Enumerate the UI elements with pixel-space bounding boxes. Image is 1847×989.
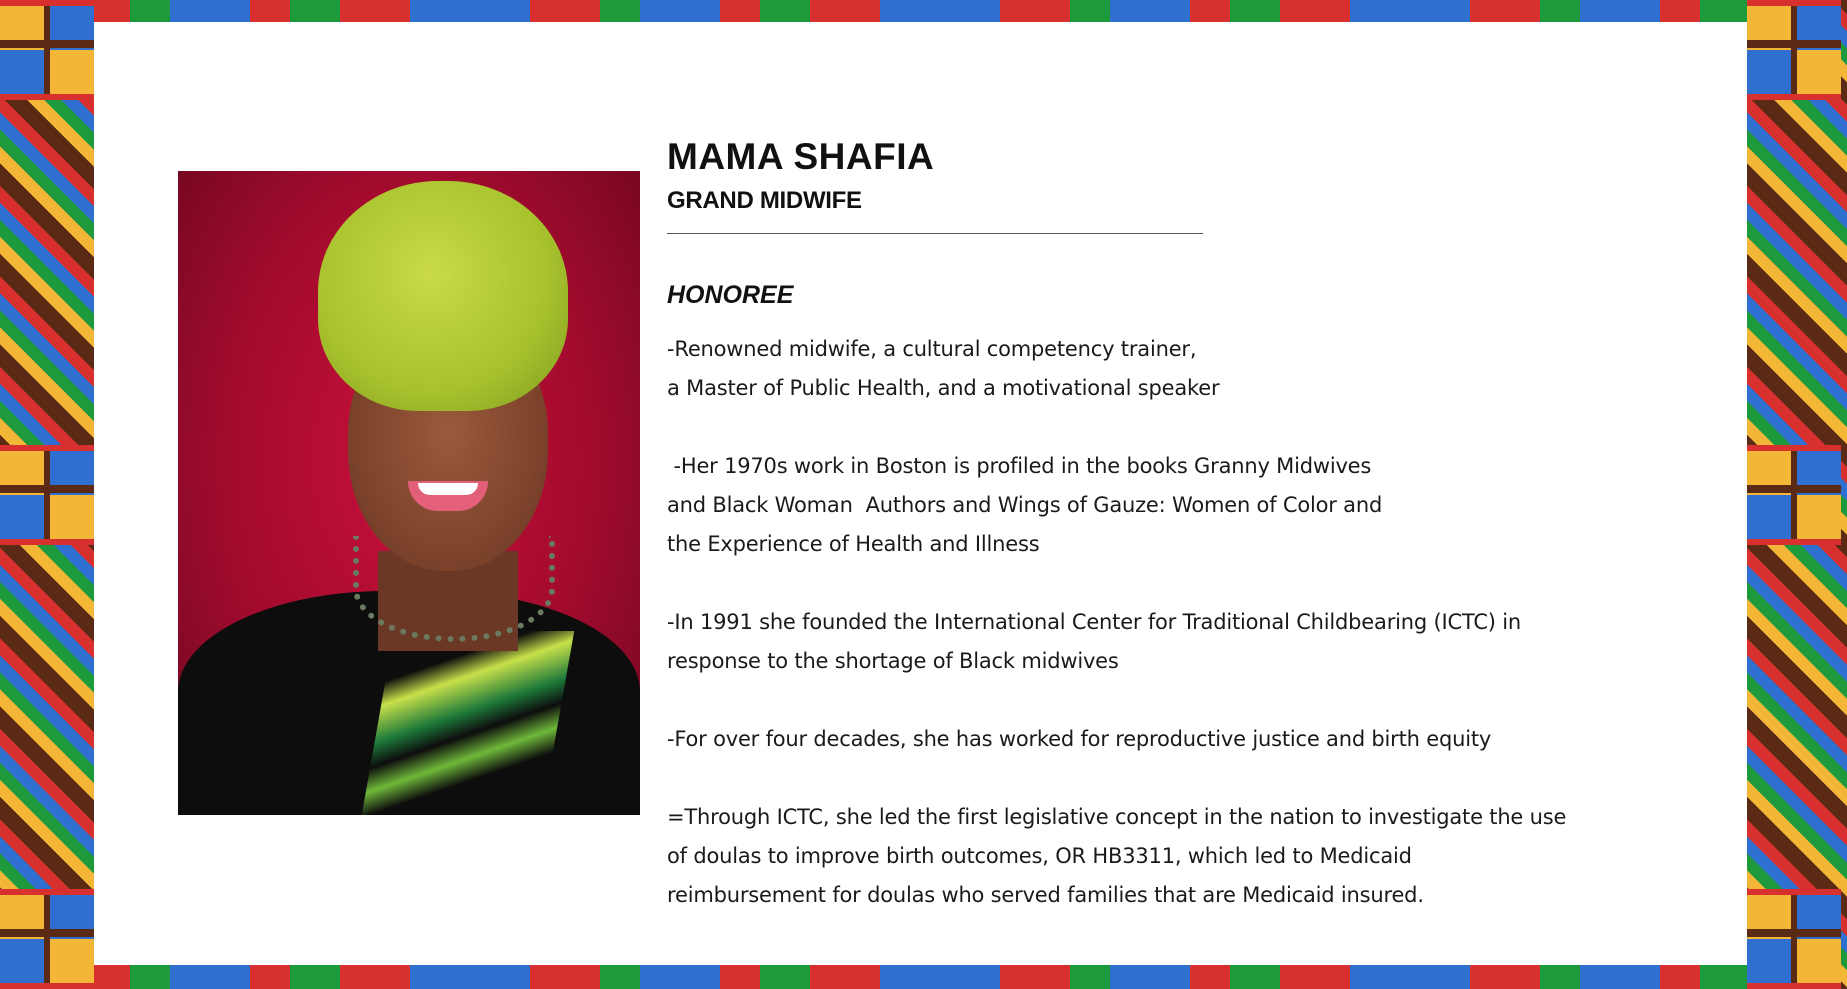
kente-corner-tile bbox=[1747, 0, 1841, 100]
profile-text bbox=[667, 135, 1707, 915]
kente-border-right bbox=[1747, 0, 1847, 989]
honoree-name: MAMA SHAFIA bbox=[667, 136, 935, 177]
kente-corner-tile bbox=[0, 0, 94, 100]
bio bbox=[667, 330, 1707, 915]
bio-paragraph bbox=[667, 603, 1707, 681]
bio-line: of doulas to improve birth outcomes, OR HB3311, which led to Medicaid bbox=[667, 844, 1412, 868]
bio-line: and Black Woman Authors and Wings of Gauze: Women of Color and bbox=[667, 493, 1383, 517]
bio-line: =Through ICTC, she led the first legislative concept in the nation to investigate the use bbox=[667, 805, 1567, 829]
bio-paragraph bbox=[667, 330, 1707, 408]
photo-necklace-shape bbox=[353, 536, 555, 642]
photo-blouse-shape bbox=[362, 631, 574, 815]
kente-border-left bbox=[0, 0, 94, 989]
bio-paragraph bbox=[667, 798, 1707, 915]
kente-tile bbox=[0, 445, 94, 545]
bio-paragraph bbox=[667, 447, 1707, 564]
bio-line: -Renowned midwife, a cultural competency trainer, bbox=[667, 337, 1197, 361]
bio-line: a Master of Public Health, and a motivational speaker bbox=[667, 376, 1220, 400]
kente-tile bbox=[1747, 445, 1841, 545]
bio-line: -In 1991 she founded the International Center for Traditional Childbearing (ICTC) in bbox=[667, 610, 1521, 634]
kente-corner-tile bbox=[1747, 889, 1841, 989]
kente-corner-tile bbox=[0, 889, 94, 989]
bio-line: the Experience of Health and Illness bbox=[667, 532, 1040, 556]
honoree-photo bbox=[178, 171, 640, 815]
honoree-role: GRAND MIDWIFE bbox=[667, 187, 862, 214]
bio-line: reimbursement for doulas who served families that are Medicaid insured. bbox=[667, 883, 1424, 907]
photo-headwrap-shape bbox=[318, 181, 568, 411]
divider bbox=[667, 233, 1203, 234]
bio-line: response to the shortage of Black midwives bbox=[667, 649, 1119, 673]
bio-paragraph bbox=[667, 720, 1707, 759]
kente-border-top bbox=[0, 0, 1847, 22]
bio-line: -For over four decades, she has worked for reproductive justice and birth equity bbox=[667, 727, 1492, 751]
bio-line: -Her 1970s work in Boston is profiled in the books Granny Midwives bbox=[667, 454, 1372, 478]
photo-teeth-shape bbox=[418, 483, 478, 495]
kente-border-bottom bbox=[0, 965, 1847, 989]
category-label: HONOREE bbox=[667, 281, 794, 309]
